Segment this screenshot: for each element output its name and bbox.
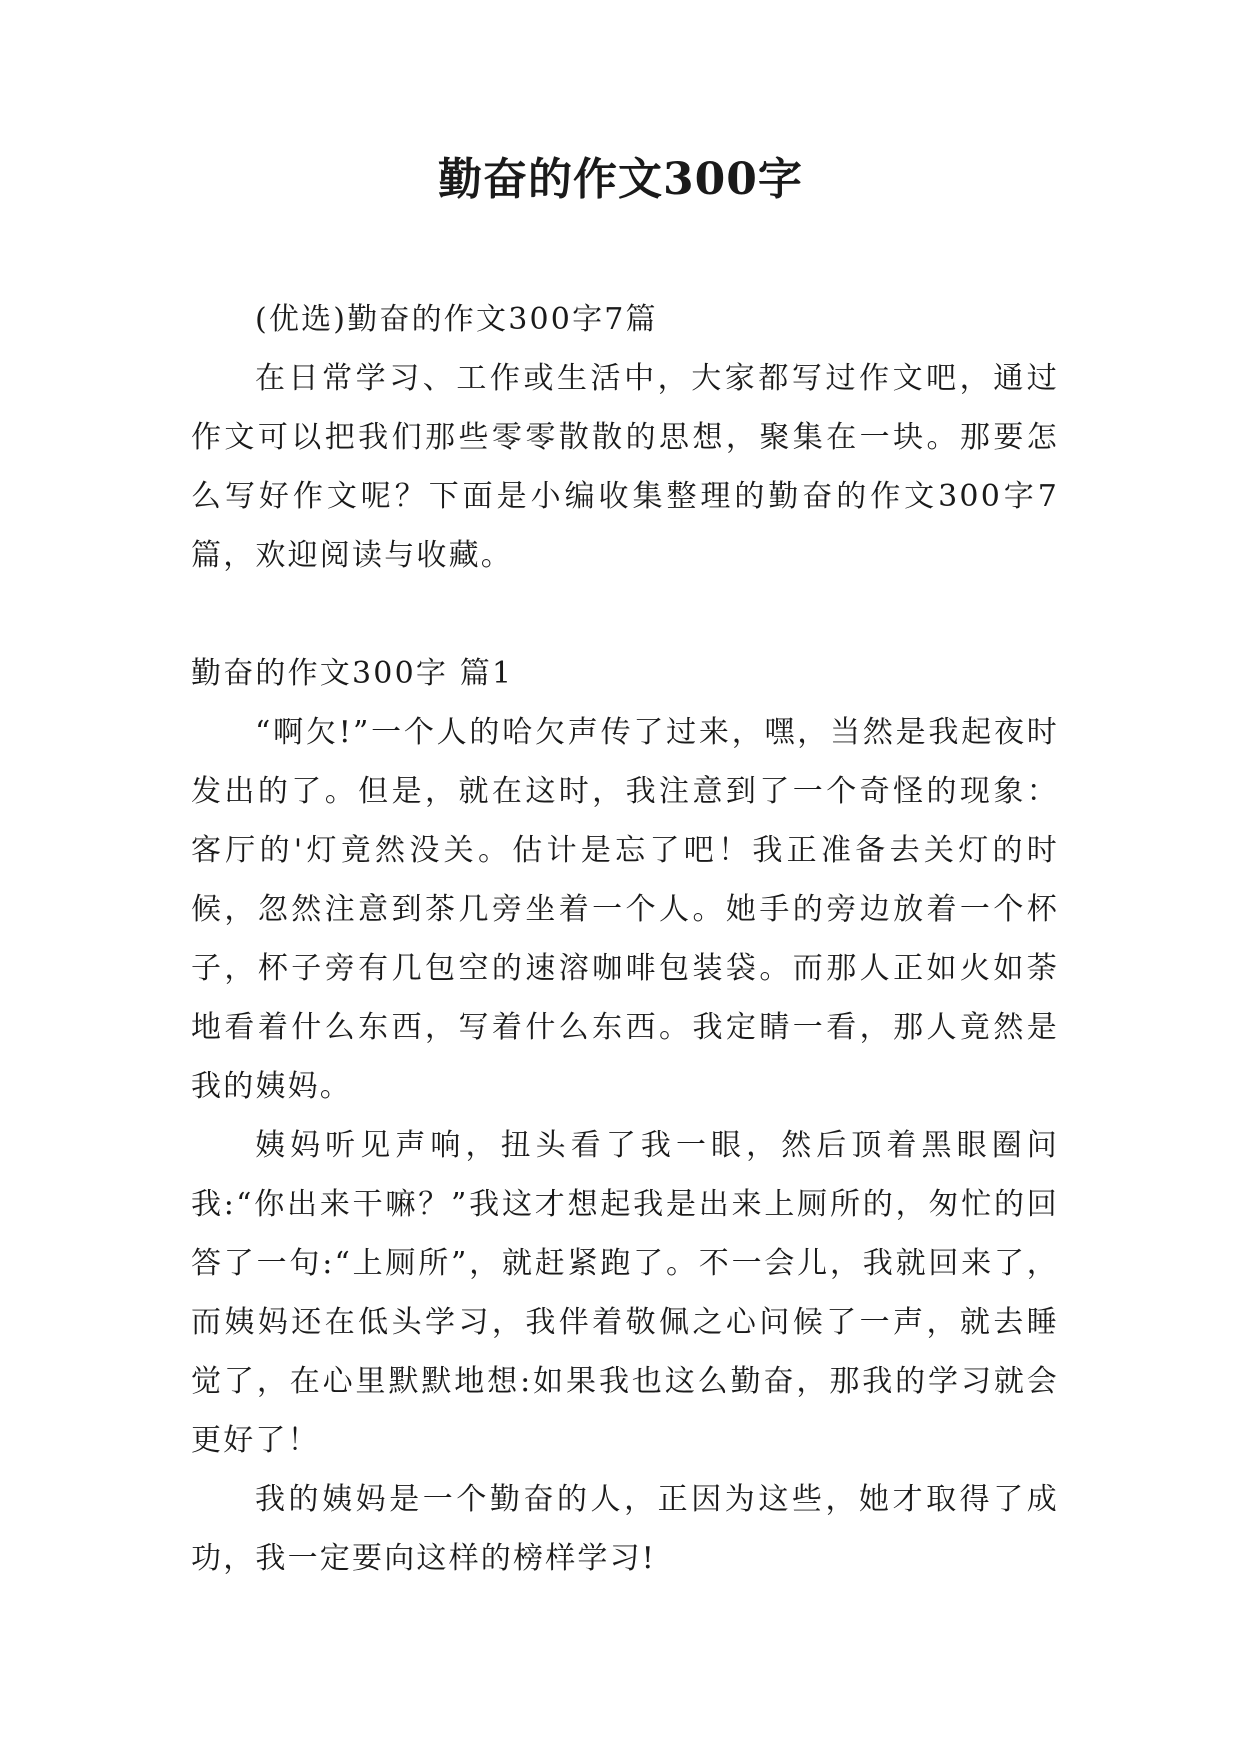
body-paragraph-2: 姨妈听见声响，扭头看了我一眼，然后顶着黑眼圈问我:“你出来干嘛？”我这才想起我是出来上厕所的，匆忙的回答了一句:“上厕所”，就赶紧跑了。不一会儿，我就回来了，而姨妈还在低头学习，我伴着敬佩之心问候了一声，就去睡觉了，在心里默默地想:如果我也这么勤奋，那我的学习就会更好了！	[191, 1128, 1059, 1458]
intro-paragraph: 在日常学习、工作或生活中，大家都写过作文吧，通过作文可以把我们那些零零散散的思想，聚集在一块。那要怎么写好作文呢？下面是小编收集整理的勤奋的作文300字7篇，欢迎阅读与收藏。	[191, 361, 1059, 573]
document-body	[191, 290, 1059, 1588]
document-title: 勤奋的作文300字	[438, 154, 803, 205]
document-subtitle: (优选)勤奋的作文300字7篇	[255, 302, 658, 337]
section-heading: 勤奋的作文300字 篇1	[191, 656, 514, 691]
body-paragraph-3: 我的姨妈是一个勤奋的人，正因为这些，她才取得了成功，我一定要向这样的榜样学习!	[191, 1482, 1059, 1576]
body-paragraph-1: “啊欠!”一个人的哈欠声传了过来，嘿，当然是我起夜时发出的了。但是，就在这时，我注意到了一个奇怪的现象：客厅的'灯竟然没关。估计是忘了吧！我正准备去关灯的时候，忽然注意到茶几旁坐着一个人。她手的旁边放着一个杯子，杯子旁有几包空的速溶咖啡包装袋。而那人正如火如荼地看着什么东西，写着什么东西。我定睛一看，那人竟然是我的姨妈。	[191, 715, 1059, 1104]
section-spacer	[191, 585, 1059, 644]
